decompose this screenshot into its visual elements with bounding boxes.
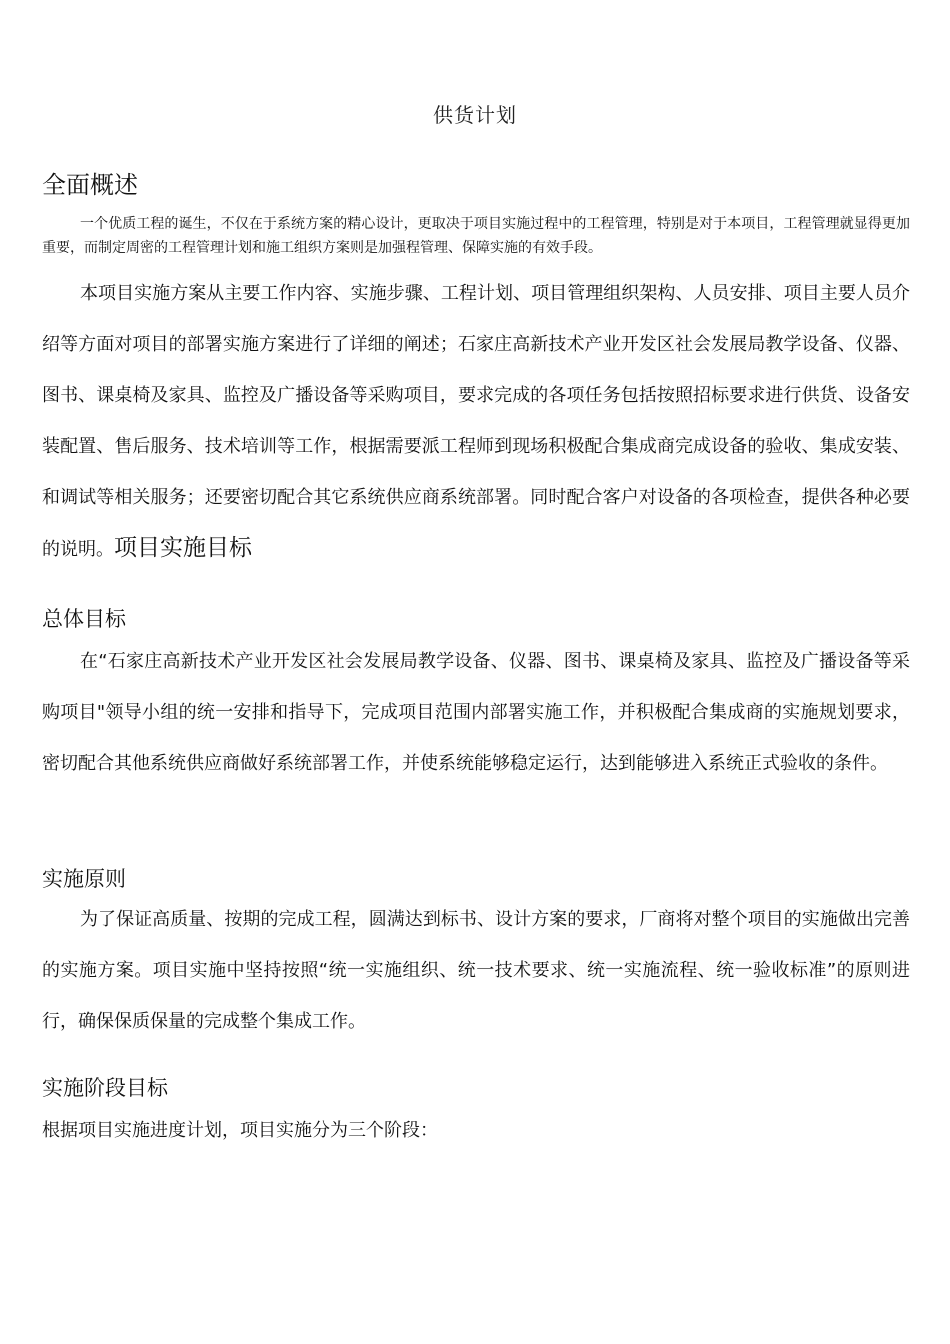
- section-heading-principles: 实施原则: [42, 867, 126, 891]
- document-title: 供货计划: [433, 103, 517, 127]
- phase-goals-paragraph: [42, 1105, 910, 1156]
- phase-goals-text: 根据项目实施进度计划，项目实施分为三个阶段：: [42, 1120, 438, 1141]
- principles-text: 为了保证高质量、按期的完成工程，圆满达到标书、设计方案的要求，厂商将对整个项目的实施做出完善的实施方案。项目实施中坚持按照“统一实施组织、统一技术要求、统一实施流程、统一验收标准”的原则进行，确保保质保量的完成整个集成工作。: [42, 909, 910, 1032]
- section-heading-overview: 全面概述: [42, 171, 138, 199]
- overview-body-paragraph: [42, 268, 910, 575]
- overview-body-text: 本项目实施方案从主要工作内容、实施步骤、工程计划、项目管理组织架构、人员安排、项目主要人员介绍等方面对项目的部署实施方案进行了详细的阐述；石家庄高新技术产业开发区社会发展局教学设备、仪器、图书、课桌椅及家具、监控及广播设备等采购项目，要求完成的各项任务包括按照招标要求进行供货、设备安装配置、售后服务、技术培训等工作，根据需要派工程师到现场积极配合集成商完成设备的验收、集成安装、和调试等相关服务；还要密切配合其它系统供应商系统部署。同时配合客户对设备的各项检查，提供各种必要的说明。: [42, 283, 910, 560]
- overview-intro-paragraph: [42, 212, 910, 260]
- section-heading-overall-goal: 总体目标: [42, 607, 126, 631]
- principles-paragraph: [42, 894, 910, 1047]
- section-heading-phase-goals: 实施阶段目标: [42, 1076, 168, 1100]
- overall-goal-paragraph: [42, 636, 910, 789]
- overall-goal-text: 在“石家庄高新技术产业开发区社会发展局教学设备、仪器、图书、课桌椅及家具、监控及广播设备等采购项目"领导小组的统一安排和指导下，完成项目范围内部署实施工作，并积极配合集成商的实施规划要求，密切配合其他系统供应商做好系统部署工作，并使系统能够稳定运行，达到能够进入系统正式验收的条件。: [42, 651, 910, 774]
- overview-intro-text: 一个优质工程的诞生，不仅在于系统方案的精心设计，更取决于项目实施过程中的工程管理，特别是对于本项目，工程管理就显得更加重要，而制定周密的工程管理计划和施工组织方案则是加强程管理、保障实施的有效手段。: [42, 216, 910, 256]
- inline-heading-project-goals: 项目实施目标: [114, 535, 252, 561]
